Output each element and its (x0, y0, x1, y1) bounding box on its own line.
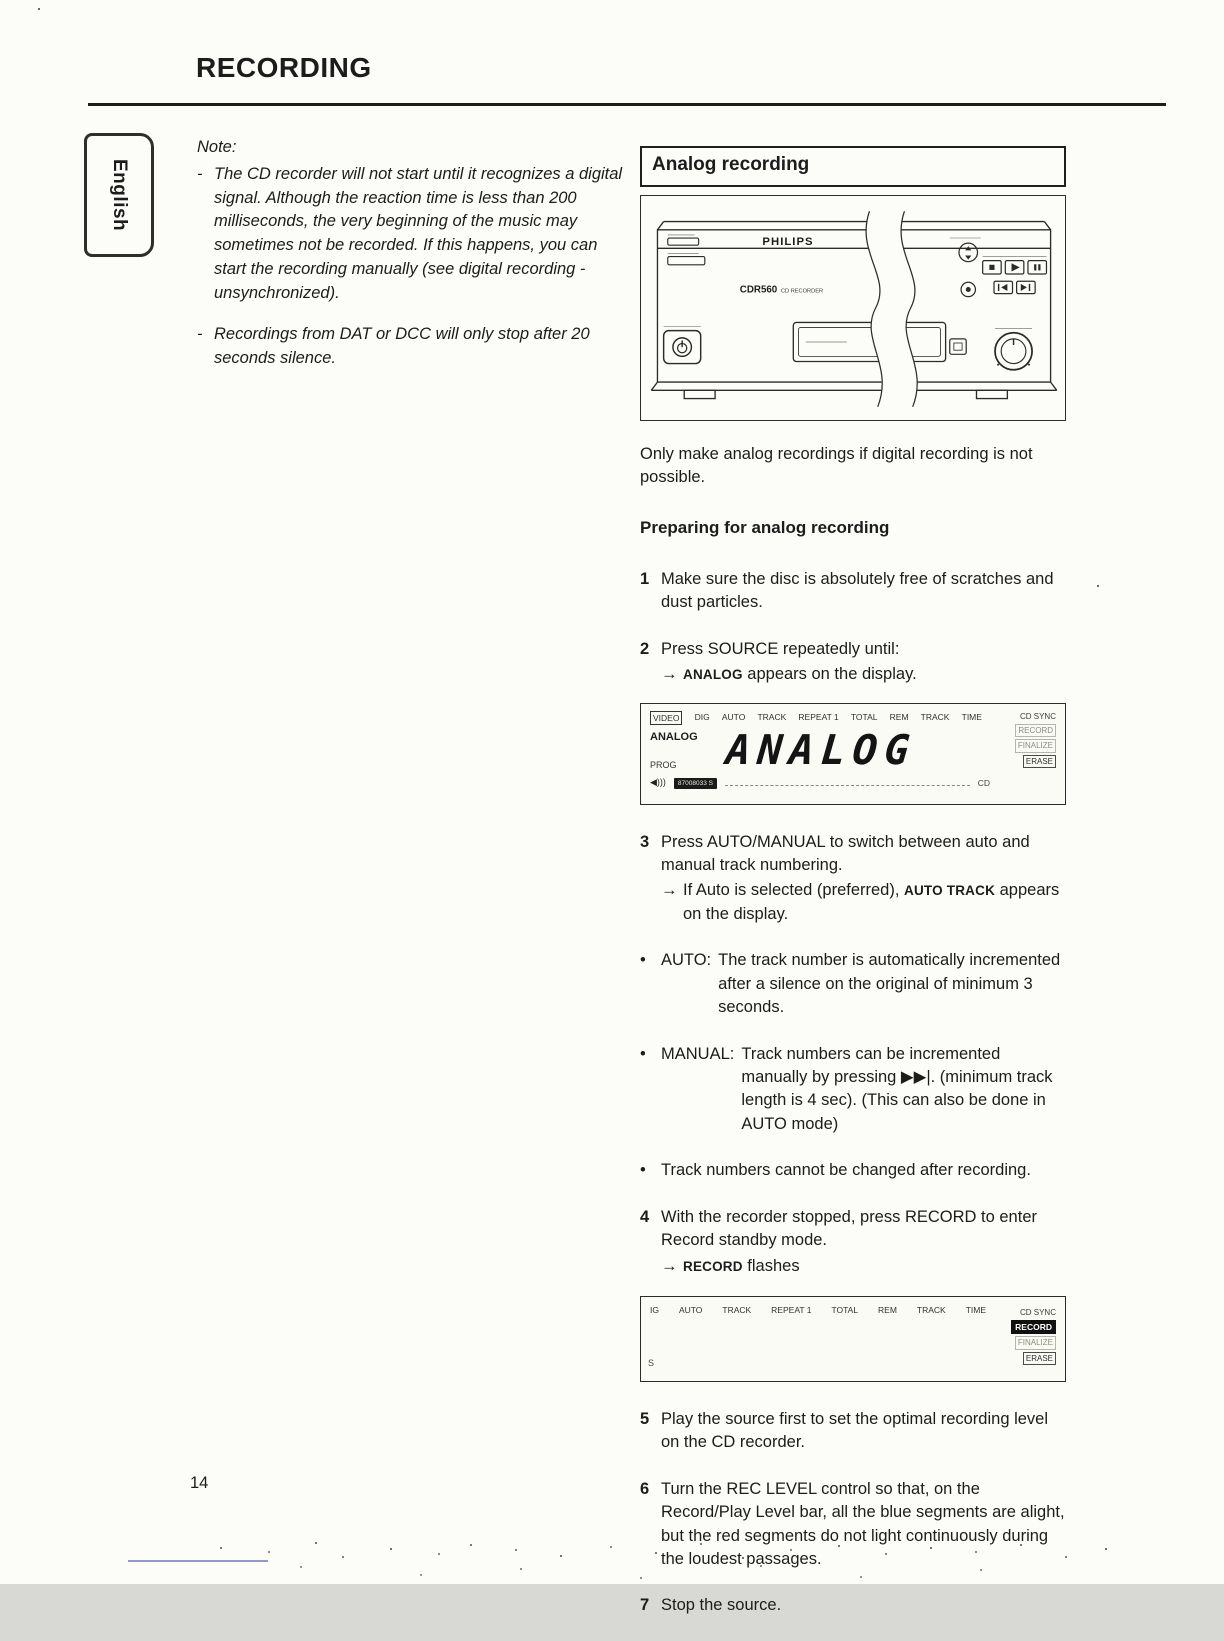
notes-column (197, 136, 633, 389)
rec-level-knob (995, 329, 1032, 370)
dash-marker: - (197, 325, 203, 344)
result-text: If Auto is selected (preferred), AUTO TRACK appears on the display. (683, 881, 1060, 923)
step-text: With the recorder stopped, press RECORD to enter Record standby mode. (661, 1207, 1037, 1250)
lcd-cdsync-label: CD SYNC (1019, 711, 1056, 721)
lcd-label: VIDEO (650, 711, 682, 725)
lcd-baseline (725, 785, 970, 786)
bullet-label: AUTO: (661, 951, 712, 970)
previous-track-icon (999, 284, 1008, 291)
step-3 (640, 831, 1066, 927)
step-text: Make sure the disc is absolutely free of scratches and dust particles. (661, 569, 1054, 612)
lcd-label: REPEAT 1 (798, 711, 839, 722)
lcd-label: TOTAL (831, 1304, 859, 1315)
lcd-erase-label: ERASE (1023, 755, 1056, 768)
step-1 (640, 568, 1066, 615)
result-text: RECORD flashes (683, 1256, 800, 1275)
open-close-button (950, 238, 981, 262)
lcd-record-badge: RECORD (1011, 1320, 1056, 1334)
stop-icon (989, 265, 994, 270)
arrow-icon: → (661, 881, 678, 900)
language-tab: English (84, 133, 154, 257)
next-track-icon (1021, 284, 1030, 291)
bullet-label: MANUAL: (661, 1044, 735, 1063)
note-item (197, 323, 633, 371)
step-number: 6 (640, 1479, 650, 1498)
step-number: 4 (640, 1207, 650, 1226)
note-text: Recordings from DAT or DCC will only stop after 20 seconds silence. (214, 325, 590, 367)
page-number: 14 (190, 1474, 209, 1492)
step-6 (640, 1478, 1066, 1572)
lcd-erase-label: ERASE (1023, 1352, 1056, 1365)
result-line (661, 663, 1066, 686)
lcd-display-analog (640, 703, 1066, 805)
step-text: Play the source first to set the optimal recording level on the CD recorder. (661, 1409, 1049, 1452)
play-icon (1011, 263, 1019, 271)
section-title: Analog recording (640, 146, 1066, 187)
lcd-main-text: ANALOG (723, 725, 919, 774)
note-item (197, 163, 633, 306)
bullet-manual (640, 1043, 1066, 1137)
lcd-label: DIG (694, 711, 710, 722)
preset-buttons (668, 235, 705, 265)
display-mode-button (950, 339, 966, 354)
bullet-auto (640, 949, 1066, 1019)
lcd-analog-indicator: ANALOG (650, 730, 698, 743)
power-icon (678, 340, 687, 352)
lcd-label: TRACK (722, 1304, 752, 1315)
bullet-icon: • (640, 1161, 646, 1180)
lcd-label: TIME (965, 1304, 986, 1315)
lcd-record-label: RECORD (1015, 724, 1056, 737)
bullet-icon: • (640, 951, 646, 970)
page-title: RECORDING (196, 52, 372, 83)
arrow-icon: → (661, 1256, 678, 1275)
lcd-label: REM (889, 711, 909, 722)
step-number: 5 (640, 1409, 650, 1428)
lcd-right-stack (990, 1307, 1056, 1370)
lcd-finalize-label: FINALIZE (1015, 739, 1056, 752)
lcd-label: AUTO (678, 1304, 703, 1315)
device-illustration (640, 195, 1066, 421)
step-text: Press SOURCE repeatedly until: (661, 639, 900, 658)
lcd-label: TRACK (757, 711, 787, 722)
scan-noise (0, 0, 2, 2)
step-2 (640, 638, 1066, 687)
lcd-label: TIME (961, 711, 982, 722)
bullet-track-numbers (640, 1159, 1066, 1182)
step-number: 2 (640, 639, 650, 658)
device-display-window (793, 322, 945, 361)
result-line (661, 879, 1066, 926)
lcd-right-stack (990, 711, 1056, 789)
lcd-label: IG (650, 1304, 659, 1315)
panel-break-icon (866, 211, 917, 407)
header-rule (88, 103, 1166, 106)
result-line (661, 1255, 1066, 1278)
lcd-label: TRACK (916, 1304, 946, 1315)
lcd-label: REPEAT 1 (771, 1304, 812, 1315)
lcd-code-chip: 87008033 S (674, 778, 717, 789)
lcd-label: TRACK (920, 711, 950, 722)
step-text: Stop the source. (661, 1596, 782, 1615)
note-text: The CD recorder will not start until it recognizes a digital signal. Although the reaction time is less than 200 milliseconds, the very beginning of the music may sometimes not be recorded. If this happens, you can start the recording manually (see digital recording - unsynchronized). (214, 164, 623, 302)
bullet-icon: • (640, 1044, 646, 1063)
transport-buttons (983, 257, 1047, 294)
step-text: Press AUTO/MANUAL to switch between auto and manual track numbering. (661, 832, 1030, 875)
step-5 (640, 1408, 1066, 1455)
intro-paragraph: Only make analog recordings if digital recording is not possible. (640, 444, 1033, 487)
speaker-icon: ◀))) (650, 777, 666, 788)
step-text: Turn the REC LEVEL control so that, on the Record/Play Level bar, all the blue segments are alight, but the red segments do not light continuously during the loudest passages. (661, 1479, 1065, 1569)
lcd-cd-indicator: CD (977, 777, 990, 788)
scan-artifact-line (128, 1560, 268, 1562)
cd-recorder-drawing (641, 196, 1065, 420)
record-button (961, 282, 975, 296)
lcd-display-record (640, 1296, 1066, 1382)
step-4 (640, 1206, 1066, 1278)
lcd-label: REM (878, 1304, 897, 1315)
note-label: Note: (197, 138, 237, 156)
step-7 (640, 1594, 1066, 1617)
device-chassis (651, 222, 1056, 399)
pause-icon (1034, 264, 1040, 270)
bullet-text: The track number is automatically incremented after a silence on the original of minimum 3 seconds. (718, 951, 1061, 1017)
bullet-text: Track numbers can be incremented manually by pressing ▶▶|. (minimum track length is 4 sec). (This can also be done in AUTO mode) (741, 1044, 1053, 1133)
lcd-finalize-label: FINALIZE (1015, 1336, 1056, 1349)
model-suffix-label: CD RECORDER (780, 288, 824, 295)
analog-recording-section (640, 146, 1066, 1641)
lcd-label: AUTO (721, 711, 746, 722)
lcd-indicator-row (650, 711, 990, 725)
step-number: 3 (640, 832, 650, 851)
result-text: ANALOG appears on the display. (683, 665, 917, 684)
power-button (664, 326, 701, 363)
lcd-fragment: S (648, 1358, 655, 1369)
step-number: 7 (640, 1596, 650, 1615)
lcd-label: TOTAL (850, 711, 878, 722)
lcd-cdsync-label: CD SYNC (1019, 1308, 1056, 1318)
lcd-prog-indicator: PROG (650, 760, 677, 771)
arrow-icon: → (661, 665, 678, 684)
dash-marker: - (197, 164, 203, 183)
model-label: CDR560 (739, 284, 778, 296)
subsection-title: Preparing for analog recording (640, 517, 890, 537)
step-number: 1 (640, 569, 650, 588)
brand-label: PHILIPS (762, 236, 814, 249)
bullet-text: Track numbers cannot be changed after recording. (661, 1161, 1031, 1180)
